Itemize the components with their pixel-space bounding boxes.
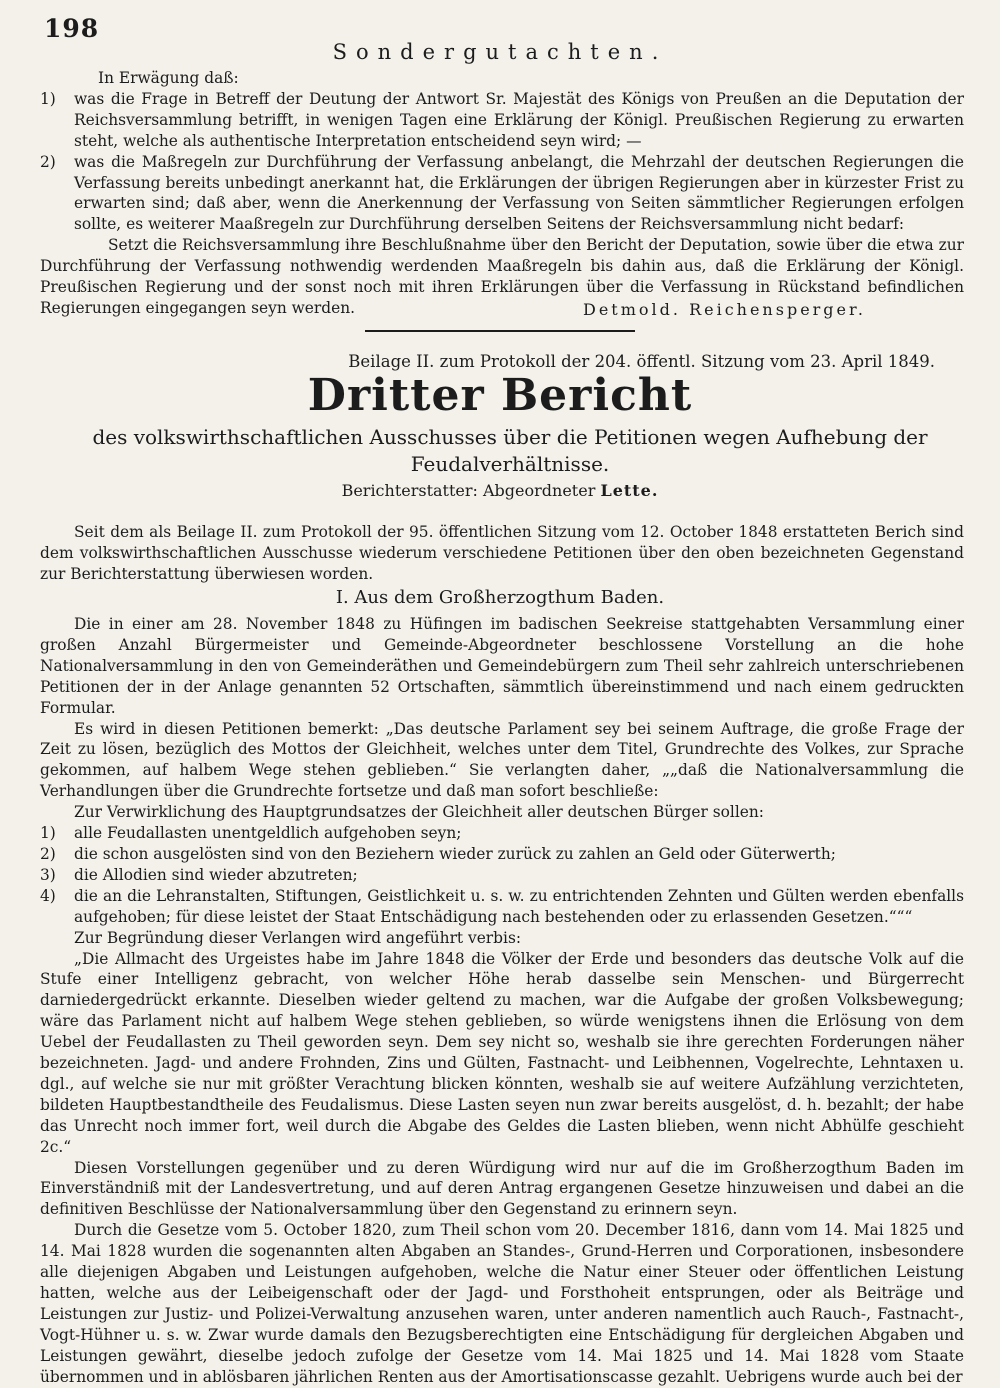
demand-item-3 (40, 865, 964, 886)
section-paragraph-2: Es wird in diesen Petitionen bemerkt: „Das deutsche Parlament sey bei seinem Auftrage, die große Frage der Zeit zu lösen, bezüglich des Mottos der Gleichheit, welches unter dem Titel, Grundrechte des Volkes, zur Sprache gekommen, auf halbem Wege stehen geblieben.“ Sie verlangten daher, „„daß die Nationalversammlung die Verhandlungen über die Grundrechte fortsetze und daß man sofort beschließe: (40, 719, 964, 801)
demand-item-2 (40, 844, 964, 865)
report-title: Dritter Bericht (307, 370, 693, 421)
item-text: die schon ausgelösten sind von den Beziehern wieder zurück zu zahlen an Geld oder Güterwerth; (74, 844, 836, 863)
item-text: was die Frage in Betreff der Deutung der Antwort Sr. Majestät des Königs von Preußen an die Deputation der Reichsversammlung betrifft, in wenigen Tagen eine Erklärung der Königl. Preußischen Regierung zu erwarten steht, welche als authentische Interpretation entscheidend seyn wird; — (74, 89, 964, 150)
section-paragraph-6: Durch die Gesetze vom 5. October 1820, zum Theil schon vom 20. December 1816, dann vom 14. Mai 1825 und 14. Mai 1828 wurden die sogenannten alten Abgaben an Standes-, Grund-Herren und Corporationen, insbesondere alle diejenigen Abgaben und Leistungen aufgehoben, welche die Natur einer Steuer oder öffentlichen Leistung hatten, welche aus der Leibeigenschaft oder der Jagd- und Forsthoheit entsprungen, oder als Beiträge und Leistungen zur Justiz- und Polizei-Verwaltung anzusehen waren, unter anderen namentlich auch Rauch-, Fastnacht-, Vogt-Hühner u. s. w. Zwar wurde damals den Bezugsberechtigten eine Entschädigung für dergleichen Abgaben und Leistungen gewährt, dieselbe jedoch zufolge der Gesetze vom 14. Mai 1825 und 14. Mai 1828 vom Staate übernommen und in ablösbaren jährlichen Renten aus der Amortisationscasse gezahlt. Uebrigens wurde auch bei der (40, 1221, 964, 1386)
reporter-name: Lette. (600, 481, 659, 500)
sondergutachten-title: Sondergutachten. (332, 40, 668, 64)
sondergutachten-item-2 (40, 152, 964, 236)
item-number: 4) (40, 886, 56, 905)
section-heading: I. Aus dem Großherzogthum Baden. (335, 587, 665, 608)
item-number: 1) (40, 89, 56, 108)
sondergutachten-intro: In Erwägung daß: (98, 69, 239, 87)
report-subtitle: des volkswirthschaftlichen Ausschusses über die Petitionen wegen Aufhebung der Feudalverhältnisse. (92, 425, 928, 476)
report-intro: Seit dem als Beilage II. zum Protokoll der 95. öffentlichen Sitzung vom 12. October 1848 erstatteten Berich sind dem volkswirthschaftlichen Ausschusse wiederum verschiedene Petitionen über den oben bezeichneten Gegenstand zur Berichterstattung überwiesen worden. (40, 523, 964, 583)
demand-item-4 (40, 886, 964, 928)
section-paragraph-1: Die in einer am 28. November 1848 zu Hüfingen im badischen Seekreise stattgehabten Versammlung einer großen Anzahl Bürgermeister und Gemeinde-Abgeordneter beschlossene Vorstellung an die hohe Nationalversammlung in den von Gemeinderäthen und Gemeindebürgern zum Theil sehr zahlreich unterschriebenen Petitionen der in der Anlage genannten 52 Ortschaften, sämmtlich übereinstimmend und nach einem gedruckten Formular. (40, 615, 964, 717)
demand-item-1 (40, 823, 964, 844)
item-number: 2) (40, 844, 56, 863)
signatories: Detmold. Reichensperger. (583, 300, 866, 319)
section-paragraph-5: Diesen Vorstellungen gegenüber und zu deren Würdigung wird nur auf die im Großherzogthum Baden im Einverständniß mit der Landesvertretung, und auf deren Antrag ergangenen Gesetze hinzuweisen und dabei an die definitiven Beschlüsse der Nationalversammlung über den Gegenstand zu erinnern seyn. (40, 1158, 964, 1219)
page-number: 198 (44, 14, 100, 43)
section-paragraph-3: Zur Verwirklichung des Hauptgrundsatzes der Gleichheit aller deutschen Bürger sollen: (74, 803, 764, 822)
item-number: 1) (40, 824, 56, 843)
divider-rule (365, 330, 635, 332)
item-text: was die Maßregeln zur Durchführung der Verfassung anbelangt, die Mehrzahl der deutschen Regierungen die Verfassung bereits unbedingt anerkannt hat, die Erklärungen der übrigen Regierungen aber in kürzester Frist zu erwarten sind; daß aber, wenn die Anerkennung der Verfassung von Seiten sämmtlicher Regierungen erfolgen sollte, es weiterer Maaßregeln zur Durchführung derselben Seitens der Reichsversammlung nicht bedarf: (74, 152, 964, 234)
reporter-line (0, 481, 1000, 500)
section-quote: „Die Allmacht des Urgeistes habe im Jahre 1848 die Völker der Erde und besonders das deutsche Volk auf die Stufe einer Intelligenz gebracht, von welcher Höhe herab dasselbe sein Menschen- und Bürgerrecht darniedergedrückt erkannte. Dieselben wieder geltend zu machen, war die Aufgabe der großen Volksbewegung; wäre das Parlament nicht auf halbem Wege stehen geblieben, so würde wenigstens ihnen die Erlösung von dem Uebel der Feudallasten zu Theil geworden seyn. Dem sey nicht so, weshalb sie ihre gerechten Forderungen näher bezeichneten. Jagd- und andere Frohnden, Zins und Gülten, Fastnacht- und Leibhennen, Vogelrechte, Lehntaxen u. dgl., auf welche sie nur mit größter Verachtung blicken könnten, weshalb sie auf weitere Aufzählung verzichteten, bildeten Hauptbestandtheile des Feudalismus. Diese Lasten seyen nun zwar bereits ausgelöst, d. h. bezahlt; der habe das Unrecht noch immer fort, weil durch die Abgabe des Geldes die Lasten blieben, wenn nicht Abhülfe geschieht 2c.“ (40, 949, 964, 1156)
item-number: 3) (40, 865, 56, 884)
reporter-label: Berichterstatter: Abgeordneter (341, 481, 596, 500)
section-paragraph-4: Zur Begründung dieser Verlangen wird angeführt verbis: (74, 928, 522, 947)
sondergutachten-resolution: Setzt die Reichsversammlung ihre Beschlußnahme über den Bericht der Deputation, sowie über die etwa zur Durchführung der Verfassung nothwendig werdenden Maaßregeln bis dahin aus, daß die Erklärung der Königl. Preußischen Regierung und der sonst noch mit ihren Erklärungen über die Verfassung in Rückstand befindlichen Regierungen eingegangen seyn werden. (40, 236, 964, 317)
item-text: die an die Lehranstalten, Stiftungen, Geistlichkeit u. s. w. zu entrichtenden Zehnten und Gülten werden ebenfalls aufgehoben; für diese leistet der Staat Entschädigung nach bestehenden oder zu erlassenden Gesetzen.“““ (74, 886, 964, 926)
section-1-body (40, 614, 964, 1388)
beilage-line: Beilage II. zum Protokoll der 204. öffentl. Sitzung vom 23. April 1849. (348, 352, 935, 371)
item-text: alle Feudallasten unentgeldlich aufgehoben seyn; (74, 824, 462, 843)
sondergutachten-body (40, 68, 964, 319)
item-number: 2) (40, 152, 56, 171)
sondergutachten-item-1 (40, 89, 964, 152)
report-intro-block (40, 522, 964, 585)
item-text: die Allodien sind wieder abzutreten; (74, 865, 358, 884)
